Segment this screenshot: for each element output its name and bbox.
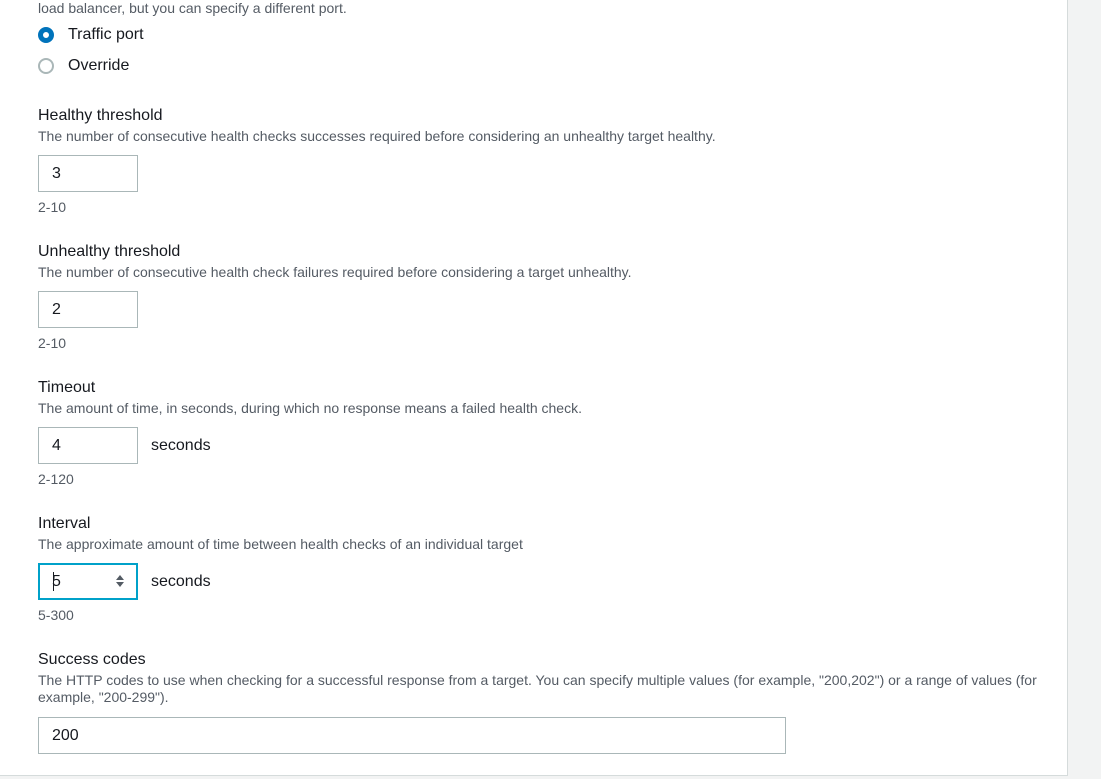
healthy-threshold-constraint: 2-10	[38, 199, 67, 215]
healthy-threshold-description: The number of consecutive health checks successes required before considering an unhealthy target healthy.	[38, 128, 716, 144]
healthy-threshold-label: Healthy threshold	[38, 107, 163, 124]
timeout-unit: seconds	[151, 436, 211, 454]
interval-field	[38, 514, 1038, 624]
unhealthy-threshold-field	[38, 242, 1038, 352]
unhealthy-threshold-label: Unhealthy threshold	[38, 243, 181, 260]
interval-input-wrapper	[38, 563, 138, 600]
success-codes-label: Success codes	[38, 651, 146, 668]
radio-option-traffic-port[interactable]	[38, 24, 144, 46]
number-spinner-icon[interactable]	[114, 573, 126, 589]
timeout-field	[38, 378, 1038, 488]
unhealthy-threshold-input[interactable]	[38, 291, 138, 328]
unhealthy-threshold-description: The number of consecutive health check failures required before considering a target unhealthy.	[38, 264, 632, 280]
radio-override[interactable]	[38, 58, 54, 74]
interval-constraint: 5-300	[38, 607, 74, 623]
radio-label-override: Override	[68, 57, 130, 74]
interval-label: Interval	[38, 515, 91, 532]
interval-unit: seconds	[151, 572, 211, 590]
success-codes-input[interactable]	[38, 717, 786, 754]
text-cursor	[53, 572, 54, 591]
healthy-threshold-input[interactable]	[38, 155, 138, 192]
interval-description: The approximate amount of time between health checks of an individual target	[38, 536, 523, 552]
healthy-threshold-field	[38, 106, 1038, 216]
unhealthy-threshold-constraint: 2-10	[38, 335, 67, 351]
success-codes-field	[38, 650, 1038, 754]
timeout-label: Timeout	[38, 379, 96, 396]
radio-option-override[interactable]	[38, 55, 129, 77]
success-codes-description: The HTTP codes to use when checking for a successful response from a target. You can specify multiple values (for example, "200,202") or a range of values (for example, "200-299").	[38, 672, 1037, 705]
radio-traffic-port[interactable]	[38, 27, 54, 43]
timeout-constraint: 2-120	[38, 471, 74, 487]
timeout-description: The amount of time, in seconds, during which no response means a failed health check.	[38, 400, 582, 416]
port-description: load balancer, but you can specify a different port.	[38, 0, 347, 16]
radio-label-traffic-port: Traffic port	[68, 26, 144, 43]
timeout-input[interactable]	[38, 427, 138, 464]
